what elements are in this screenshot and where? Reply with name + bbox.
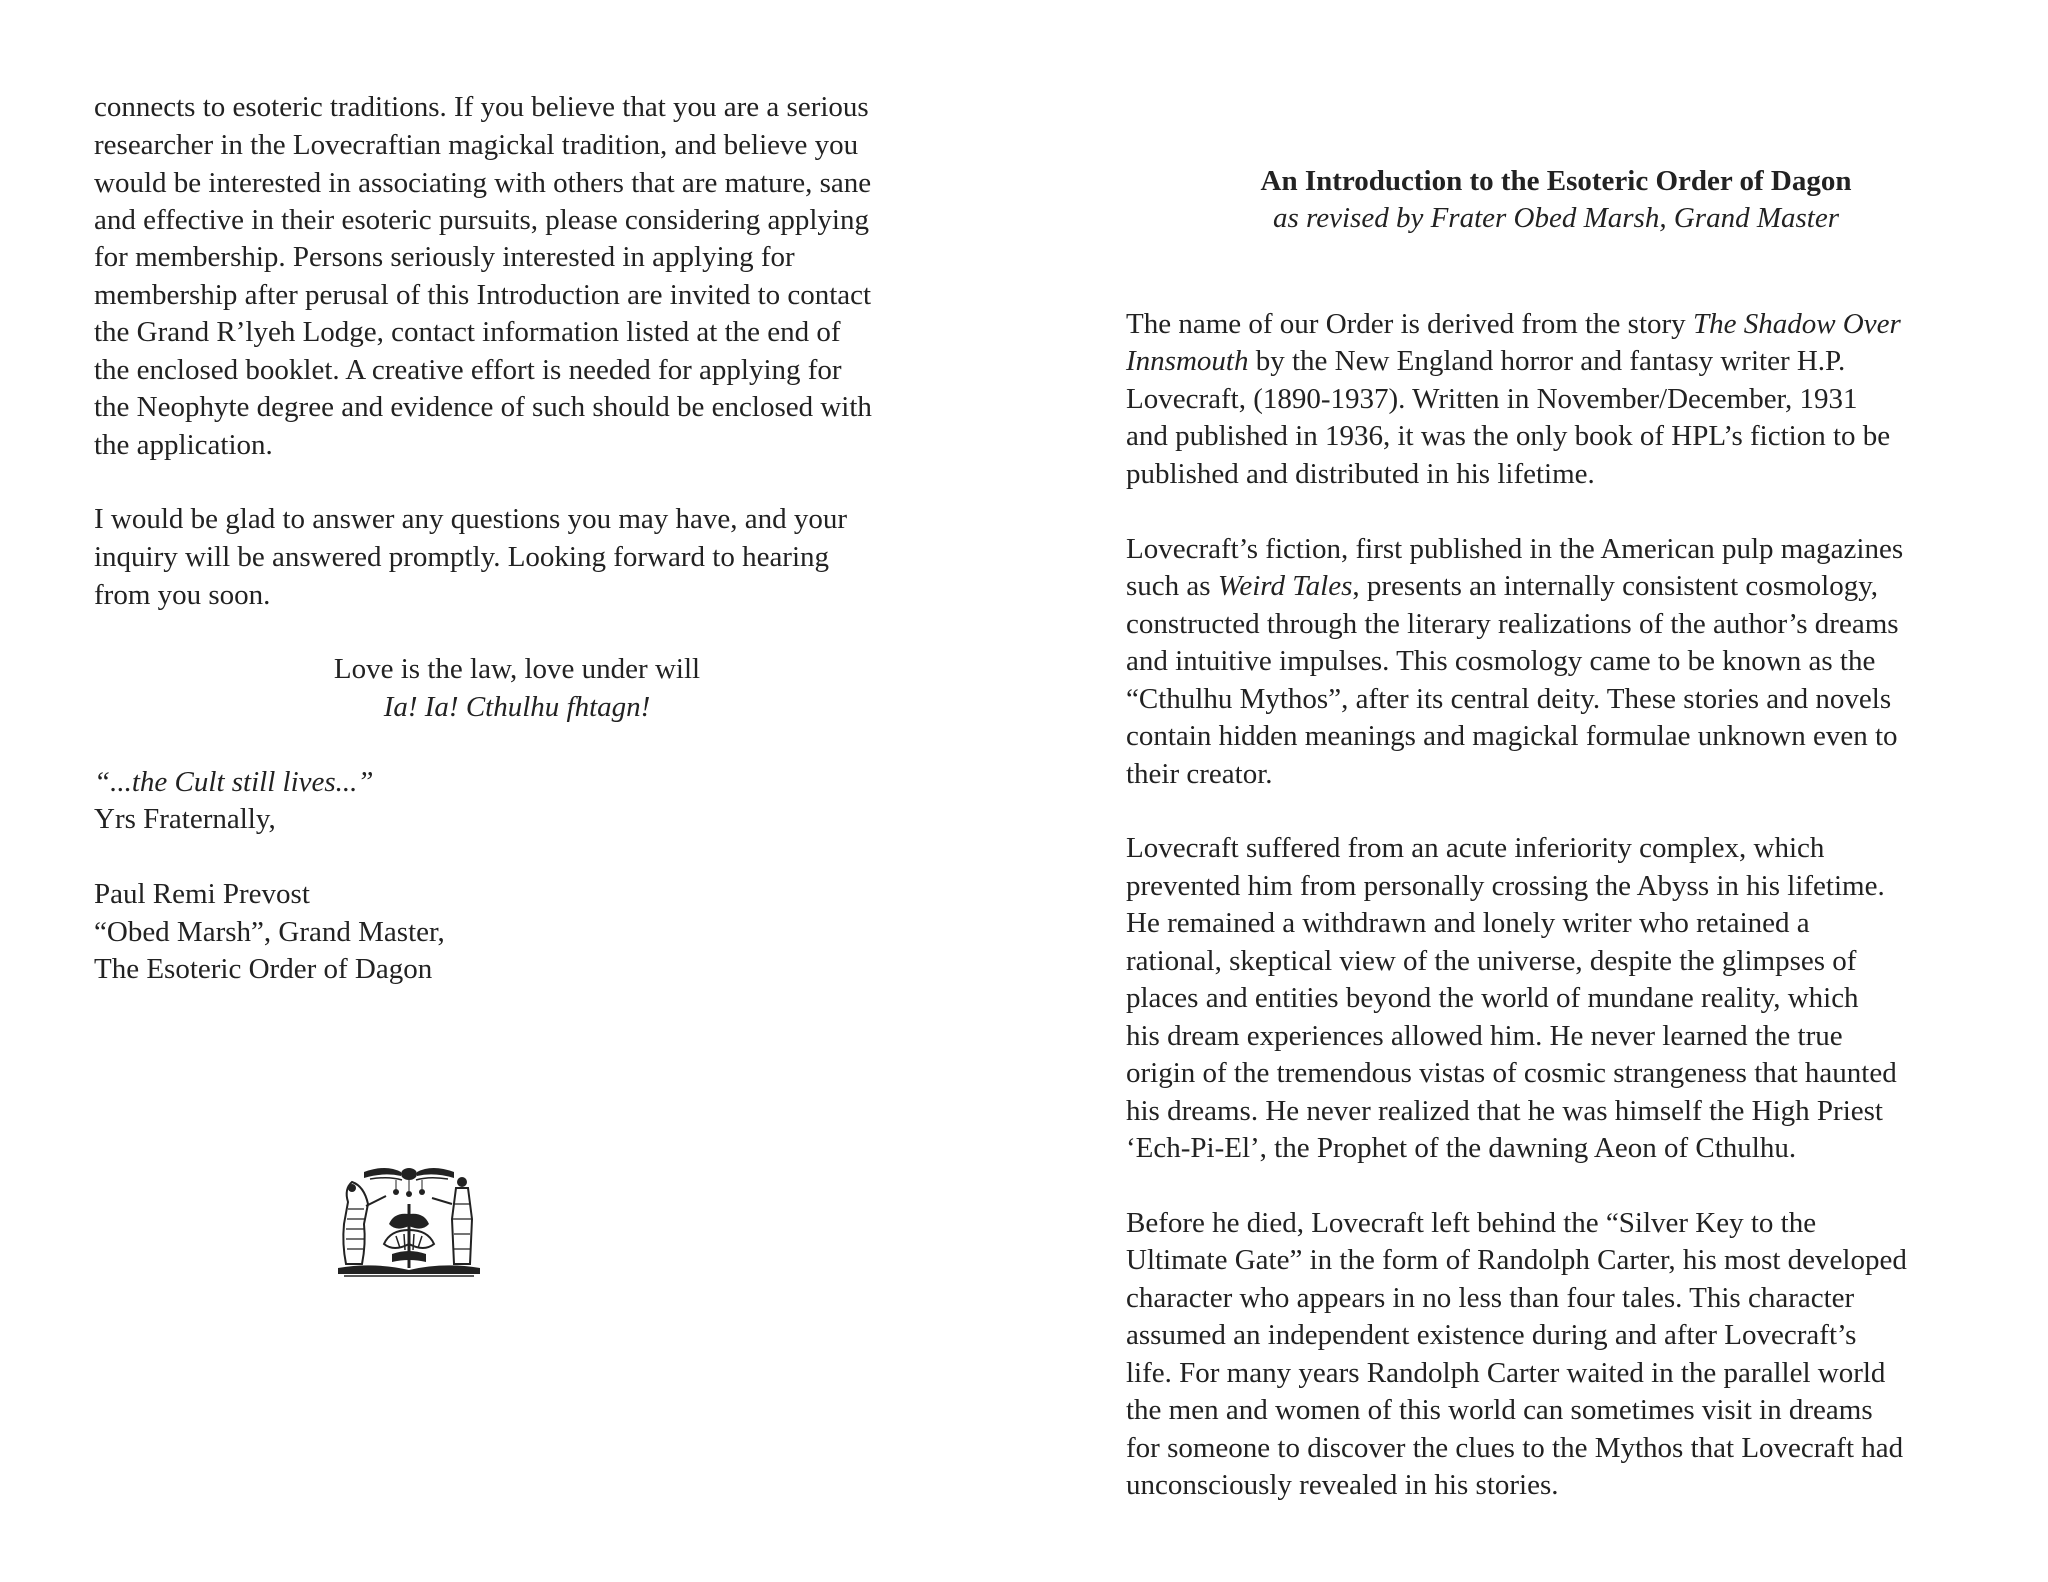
- signature-organization: The Esoteric Order of Dagon: [94, 953, 433, 985]
- text-run: such as: [1126, 570, 1218, 602]
- signature-name: Paul Remi Prevost: [94, 878, 310, 910]
- paragraph-line: origin of the tremendous vistas of cosmic strangeness that haunted: [1126, 1057, 1897, 1089]
- signature-title: “Obed Marsh”, Grand Master,: [94, 916, 445, 948]
- paragraph-line: membership after perusal of this Introduction are invited to contact: [94, 279, 872, 311]
- text-run: The name of our Order is derived from the story: [1126, 308, 1693, 340]
- page-subtitle: as revised by Frater Obed Marsh, Grand Master: [1273, 202, 1839, 234]
- paragraph-line: the enclosed booklet. A creative effort is needed for applying for: [94, 354, 842, 386]
- paragraph-line: [1126, 342, 1845, 380]
- paragraph-line: Ultimate Gate” in the form of Randolph Carter, his most developed: [1126, 1244, 1907, 1276]
- paragraph-line: contain hidden meanings and magickal formulae unknown even to: [1126, 720, 1898, 752]
- order-seal-icon: [334, 1164, 484, 1282]
- page-title: An Introduction to the Esoteric Order of Dagon: [1260, 165, 1852, 197]
- paragraph-line: from you soon.: [94, 579, 271, 611]
- motto-line: Love is the law, love under will: [333, 653, 701, 685]
- paragraph-line: the application.: [94, 429, 273, 461]
- paragraph-line: assumed an independent existence during and after Lovecraft’s: [1126, 1319, 1857, 1351]
- paragraph-line: for membership. Persons seriously interested in applying for: [94, 241, 795, 273]
- paragraph-line: life. For many years Randolph Carter waited in the parallel world: [1126, 1357, 1886, 1389]
- paragraph-line: character who appears in no less than four tales. This character: [1126, 1282, 1855, 1314]
- paragraph-line: their creator.: [1126, 758, 1273, 790]
- paragraph-line: He remained a withdrawn and lonely writer who retained a: [1126, 907, 1810, 939]
- paragraph-line: Lovecraft suffered from an acute inferiority complex, which: [1126, 832, 1825, 864]
- paragraph-line: connects to esoteric traditions. If you believe that you are a serious: [94, 91, 869, 123]
- paragraph-line: and intuitive impulses. This cosmology came to be known as the: [1126, 645, 1876, 677]
- paragraph-line: his dreams. He never realized that he was himself the High Priest: [1126, 1095, 1883, 1127]
- paragraph-line: the Grand R’lyeh Lodge, contact information listed at the end of: [94, 316, 841, 348]
- quote: “...the Cult still lives...”: [94, 766, 374, 798]
- book-title: The Shadow Over: [1692, 308, 1901, 340]
- text-run: , presents an internally consistent cosmology,: [1352, 570, 1879, 602]
- magazine-title: Weird Tales: [1217, 570, 1353, 602]
- paragraph-line: Before he died, Lovecraft left behind the “Silver Key to the: [1126, 1207, 1817, 1239]
- text-run: by the New England horror and fantasy writer H.P.: [1248, 345, 1846, 377]
- paragraph-line: Lovecraft, (1890-1937). Written in November/December, 1931: [1126, 383, 1858, 415]
- paragraph-line: [1126, 305, 1901, 343]
- paragraph-line: places and entities beyond the world of mundane reality, which: [1126, 982, 1859, 1014]
- paragraph-line: rational, skeptical view of the universe, despite the glimpses of: [1126, 945, 1857, 977]
- motto-invocation: Ia! Ia! Cthulhu fhtagn!: [383, 691, 651, 723]
- paragraph-line: his dream experiences allowed him. He never learned the true: [1126, 1020, 1843, 1052]
- paragraph-line: would be interested in associating with others that are mature, sane: [94, 167, 872, 199]
- paragraph-line: constructed through the literary realizations of the author’s dreams: [1126, 608, 1899, 640]
- paragraph-line: I would be glad to answer any questions you may have, and your: [94, 503, 848, 535]
- closing: Yrs Fraternally,: [94, 803, 276, 835]
- paragraph-line: “Cthulhu Mythos”, after its central deity. These stories and novels: [1126, 683, 1892, 715]
- right-page: [1126, 0, 1986, 1582]
- paragraph-line: and effective in their esoteric pursuits, please considering applying: [94, 204, 869, 236]
- paragraph-line: Lovecraft’s fiction, first published in the American pulp magazines: [1126, 533, 1904, 565]
- paragraph-line: for someone to discover the clues to the Mythos that Lovecraft had: [1126, 1432, 1904, 1464]
- paragraph-line: and published in 1936, it was the only book of HPL’s fiction to be: [1126, 420, 1891, 452]
- book-title: Innsmouth: [1126, 345, 1249, 377]
- paragraph-line: unconsciously revealed in his stories.: [1126, 1469, 1559, 1501]
- paragraph-line: [1126, 567, 1878, 605]
- paragraph-line: researcher in the Lovecraftian magickal tradition, and believe you: [94, 129, 859, 161]
- paragraph-line: published and distributed in his lifetime.: [1126, 458, 1595, 490]
- left-page: [94, 0, 994, 1582]
- paragraph-line: the men and women of this world can sometimes visit in dreams: [1126, 1394, 1873, 1426]
- paragraph-line: ‘Ech-Pi-El’, the Prophet of the dawning Aeon of Cthulhu.: [1126, 1132, 1797, 1164]
- paragraph-line: the Neophyte degree and evidence of such should be enclosed with: [94, 391, 872, 423]
- paragraph-line: inquiry will be answered promptly. Looking forward to hearing: [94, 541, 830, 573]
- paragraph-line: prevented him from personally crossing the Abyss in his lifetime.: [1126, 870, 1885, 902]
